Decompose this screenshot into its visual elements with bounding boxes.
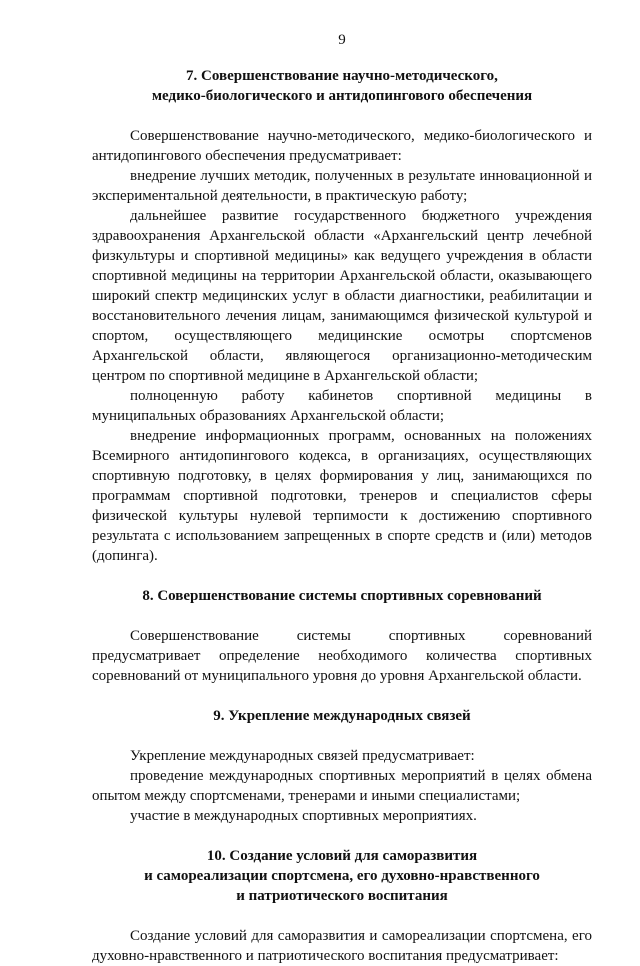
section-title: [92, 586, 592, 606]
section-title: [92, 706, 592, 726]
section-title-line: и патриотического воспитания: [236, 888, 448, 904]
section-gap: [92, 566, 592, 586]
section-9: [92, 706, 592, 826]
section-10: [92, 846, 592, 966]
paragraph: Укрепление международных связей предусматривает:: [130, 748, 475, 764]
section-title-line: медико-биологического и антидопингового обеспечения: [151, 88, 533, 104]
paragraph: полноценную работу кабинетов спортивной медицины в муниципальных образованиях Архангельской области;: [92, 388, 592, 424]
document-page: [92, 30, 592, 966]
paragraph: проведение международных спортивных мероприятий в целях обмена опытом между спортсменами, тренерами и иными специалистами;: [92, 768, 592, 804]
paragraph: внедрение лучших методик, полученных в результате инновационной и экспериментальной деятельности, в практическую работу;: [92, 168, 592, 204]
section-gap: [92, 686, 592, 706]
paragraph: Создание условий для саморазвития и самореализации спортсмена, его духовно-нравственного и патриотического воспитания предусматривает:: [92, 928, 592, 964]
paragraph: Совершенствование научно-методического, медико-биологического и антидопингового обеспечения предусматривает:: [92, 128, 592, 164]
section-8: [92, 586, 592, 686]
paragraph: дальнейшее развитие государственного бюджетного учреждения здравоохранения Архангельской области «Архангельский центр лечебной физкультуры и спортивной медицины» как ведущего учреждения в области спортивной медицины на территории Архангельской области, оказывающего широкий спектр медицинских услуг в области диагностики, реабилитации и восстановительного лечения лицам, занимающимся физической культурой и спортом, осуществляющего медицинские осмотры спортсменов Архангельской области, являющегося организационно-методическим центром по спортивной медицине в Архангельской области;: [92, 208, 592, 384]
section-title-line: 8. Совершенствование системы спортивных соревнований: [142, 588, 542, 604]
section-title-line: 7. Совершенствование научно-методического,: [186, 68, 498, 84]
section-title: [92, 66, 592, 106]
section-title-line: и самореализации спортсмена, его духовно-нравственного: [144, 868, 540, 884]
paragraph: внедрение информационных программ, основанных на положениях Всемирного антидопингового кодекса, в организациях, осуществляющих спортивную подготовку, в целях формирования у лиц, занимающихся по программам спортивной подготовки, тренеров и специалистов сферы физической культуры нулевой терпимости к достижению спортивного результата с использованием запрещенных в спорте средств и (или) методов (допинга).: [92, 428, 592, 564]
section-title: [92, 846, 592, 906]
paragraph: Совершенствование системы спортивных соревнований предусматривает определение необходимого количества спортивных соревнований от муниципального уровня до уровня Архангельской области.: [92, 628, 592, 684]
section-title-line: 9. Укрепление международных связей: [213, 708, 471, 724]
paragraph: участие в международных спортивных мероприятиях.: [130, 808, 477, 824]
section-7: [92, 66, 592, 566]
page-number: 9: [338, 32, 346, 48]
section-title-line: 10. Создание условий для саморазвития: [206, 848, 478, 864]
section-gap: [92, 826, 592, 846]
